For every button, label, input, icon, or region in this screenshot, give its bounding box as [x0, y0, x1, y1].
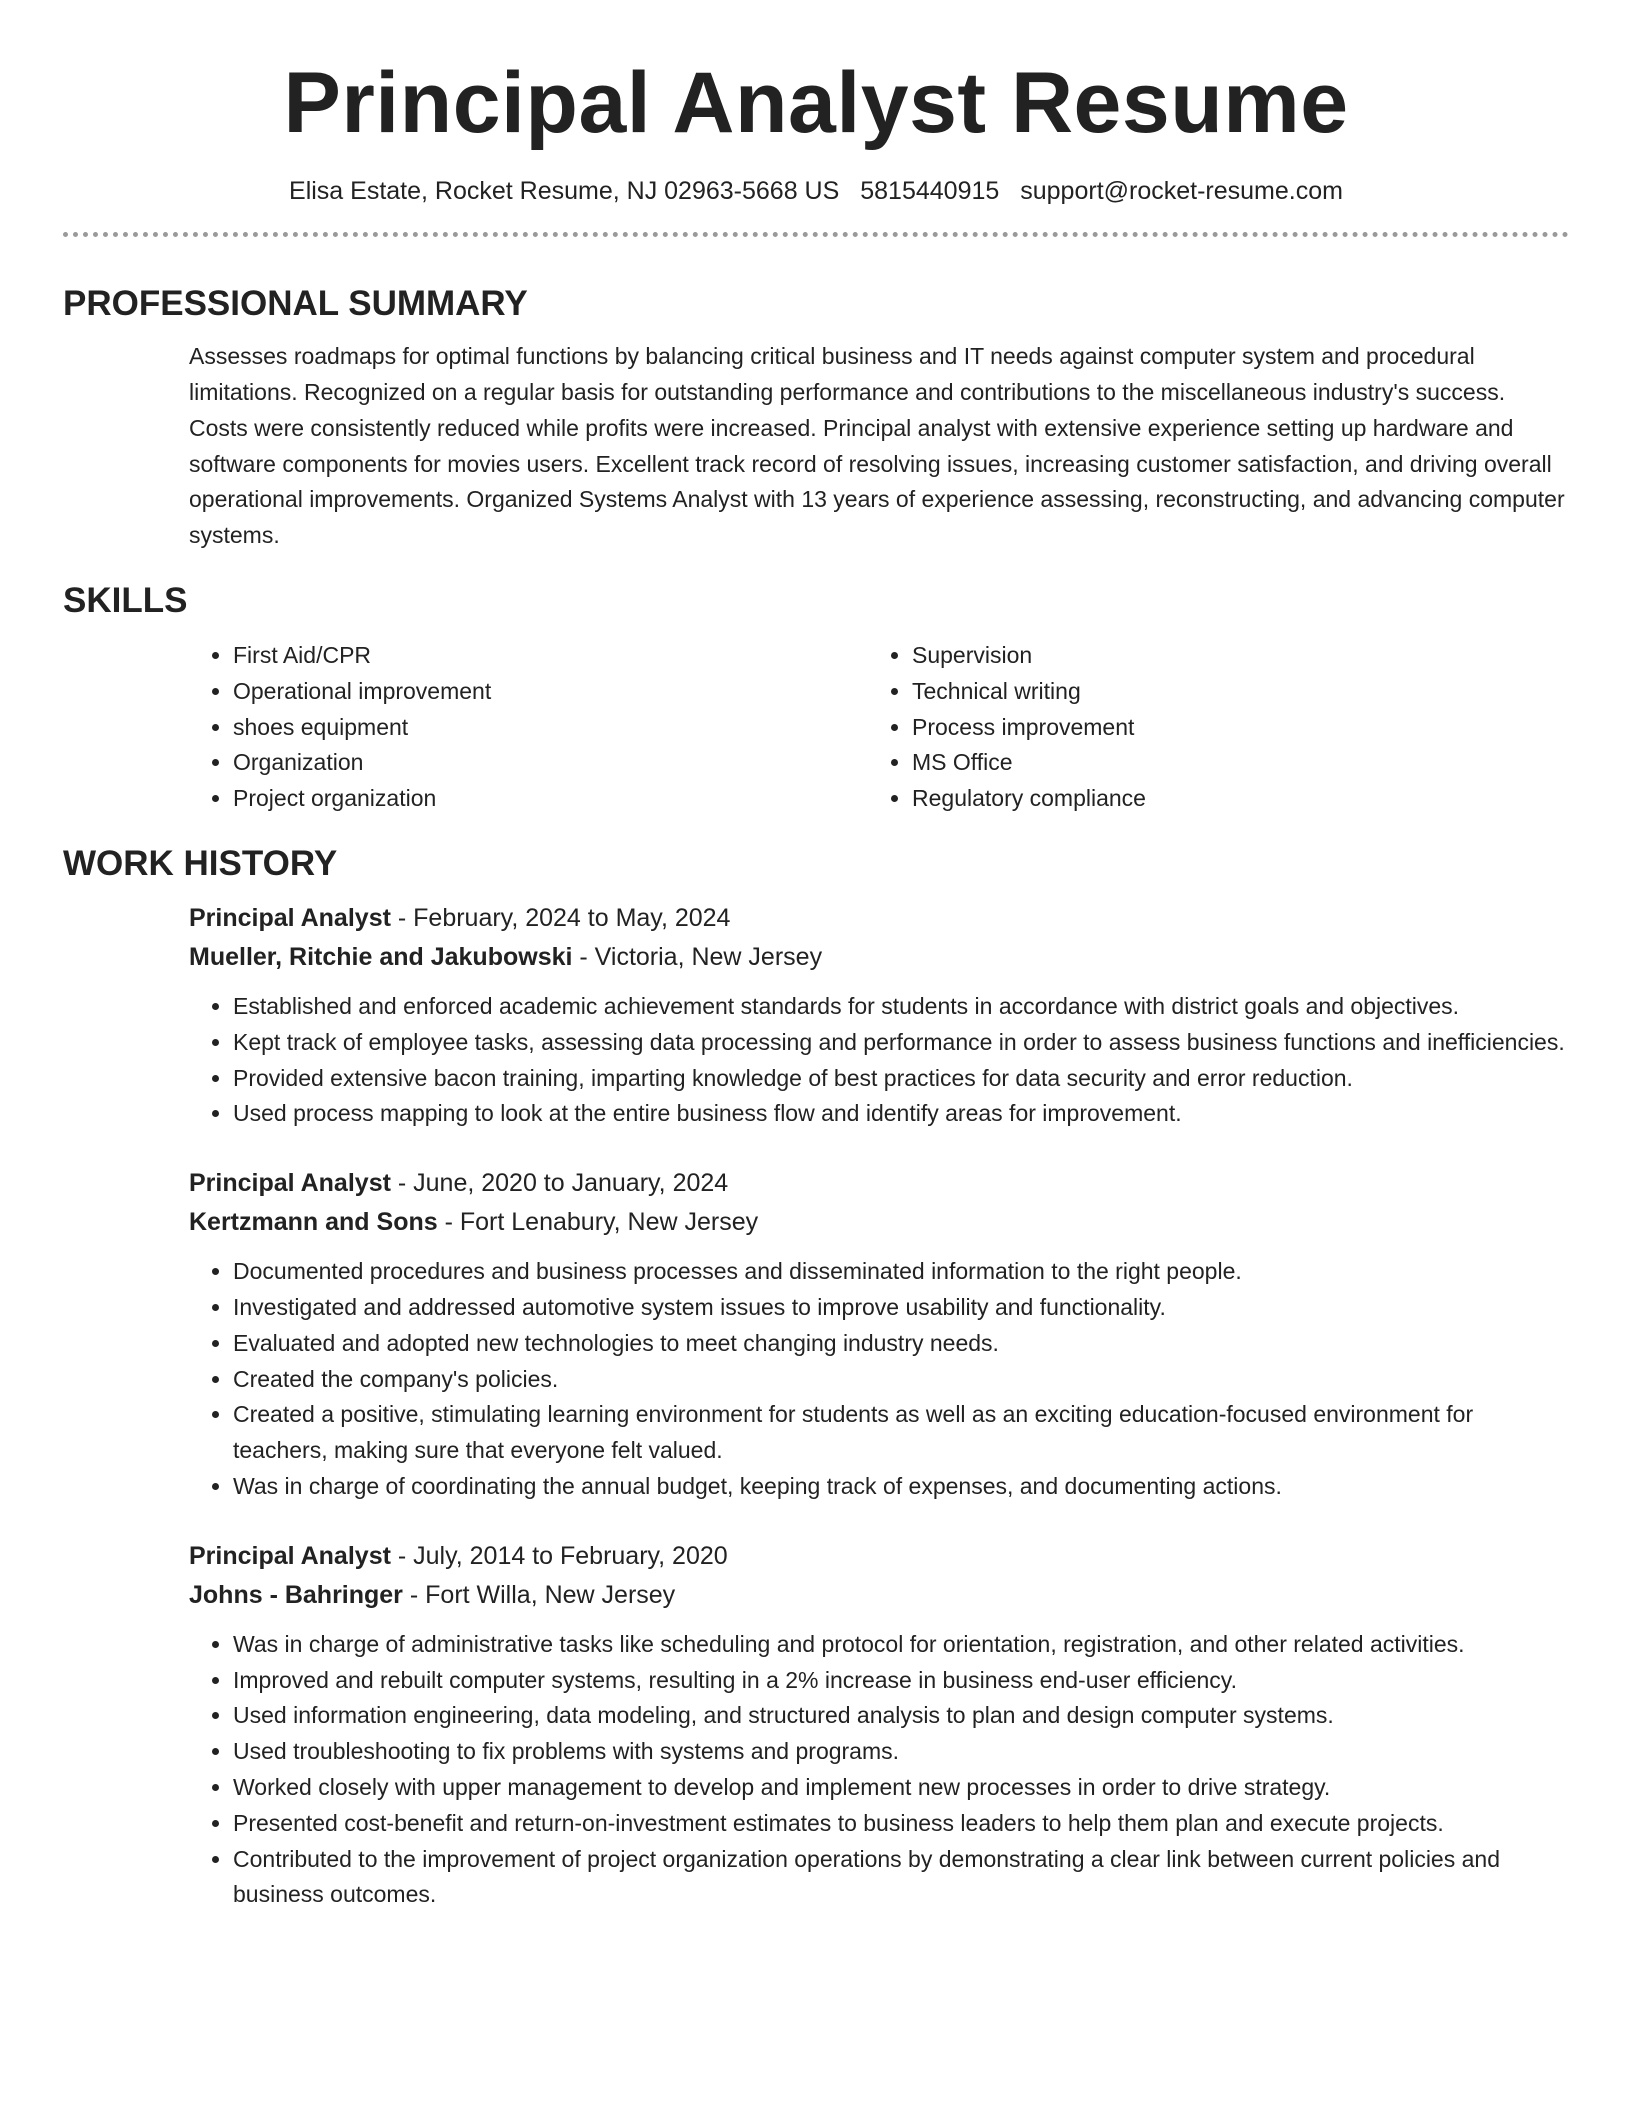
job-bullet: • Provided extensive bacon training, imparting knowledge of best practices for data security and error reduction.: [233, 1061, 1569, 1097]
job-bullet: • Kept track of employee tasks, assessing data processing and performance in order to assess business functions and inefficiencies.: [233, 1025, 1569, 1061]
job-bullet: • Established and enforced academic achievement standards for students in accordance with district goals and objectives.: [233, 989, 1569, 1025]
skills-section: [63, 580, 1569, 817]
job-location: - Fort Willa, New Jersey: [402, 1580, 676, 1609]
job-company-line: [189, 1576, 1569, 1615]
contact-line: [63, 177, 1569, 206]
job-bullet: • Worked closely with upper management to develop and implement new processes in order to drive strategy.: [233, 1770, 1569, 1806]
job-company-line: [189, 938, 1569, 977]
job-title-line: [189, 1164, 1569, 1203]
contact-phone: 5815440915: [860, 177, 1000, 206]
skill-item: • shoes equipment: [233, 710, 868, 746]
job-bullets: [189, 1254, 1569, 1505]
summary-text: Assesses roadmaps for optimal functions by balancing critical business and IT needs against computer system and procedural limitations. Recognized on a regular basis for outstanding performance and contributions to the miscellaneous industry's success. Costs were consistently reduced while profits were increased. Principal analyst with extensive experience setting up hardware and software components for movies users. Excellent track record of resolving issues, increasing customer satisfaction, and driving overall operational improvements. Organized Systems Analyst with 13 years of experience assessing, reconstructing, and advancing computer systems.: [189, 343, 1565, 549]
job-company: Johns - Bahringer: [189, 1580, 403, 1609]
skill-item: • Project organization: [233, 781, 868, 817]
skills-list-right: [868, 638, 1468, 817]
job-dates: - June, 2020 to January, 2024: [390, 1169, 729, 1198]
job-company: Kertzmann and Sons: [189, 1208, 438, 1237]
skill-item: • MS Office: [912, 745, 1468, 781]
skill-item: • Operational improvement: [233, 674, 868, 710]
job-bullet: • Investigated and addressed automotive system issues to improve usability and functionality.: [233, 1290, 1569, 1326]
job-title: Principal Analyst: [189, 903, 391, 932]
work-history-section: [63, 843, 1569, 1913]
header-divider: [63, 232, 1569, 237]
job-bullet: • Was in charge of administrative tasks like scheduling and protocol for orientation, registration, and other related activities.: [233, 1627, 1569, 1663]
page-title: Principal Analyst Resume: [283, 55, 1349, 151]
job-bullet: • Improved and rebuilt computer systems, resulting in a 2% increase in business end-user efficiency.: [233, 1663, 1569, 1699]
skill-item: • Regulatory compliance: [912, 781, 1468, 817]
summary-section: [63, 283, 1569, 554]
skill-item: • First Aid/CPR: [233, 638, 868, 674]
job-bullet: • Created a positive, stimulating learning environment for students as well as an exciting education-focused environment for teachers, making sure that everyone felt valued.: [233, 1397, 1569, 1469]
job-bullets: [189, 989, 1569, 1132]
job-bullet: • Used process mapping to look at the entire business flow and identify areas for improvement.: [233, 1096, 1569, 1132]
job-bullet: • Was in charge of coordinating the annual budget, keeping track of expenses, and documenting actions.: [233, 1469, 1569, 1505]
contact-address: Elisa Estate, Rocket Resume, NJ 02963-5668 US: [289, 177, 840, 206]
job-bullet: • Presented cost-benefit and return-on-investment estimates to business leaders to help them plan and execute projects.: [233, 1806, 1569, 1842]
job-dates: - July, 2014 to February, 2020: [390, 1541, 728, 1570]
job-company-line: [189, 1203, 1569, 1242]
skill-item: • Technical writing: [912, 674, 1468, 710]
job-company: Mueller, Ritchie and Jakubowski: [189, 942, 573, 971]
job-bullet: • Contributed to the improvement of project organization operations by demonstrating a clear link between current policies and business outcomes.: [233, 1842, 1569, 1914]
job-entry: [63, 899, 1569, 1132]
skill-item: • Organization: [233, 745, 868, 781]
job-location: - Fort Lenabury, New Jersey: [437, 1208, 759, 1237]
skills-list-left: [189, 638, 868, 817]
job-entry: [63, 1164, 1569, 1505]
job-bullet: • Evaluated and adopted new technologies to meet changing industry needs.: [233, 1326, 1569, 1362]
job-bullet: • Created the company's policies.: [233, 1362, 1569, 1398]
job-title: Principal Analyst: [189, 1541, 391, 1570]
job-title-line: [189, 899, 1569, 938]
job-title-line: [189, 1537, 1569, 1576]
work-history-heading: WORK HISTORY: [63, 843, 338, 883]
job-entry: [63, 1537, 1569, 1913]
job-title: Principal Analyst: [189, 1169, 391, 1198]
skill-item: • Supervision: [912, 638, 1468, 674]
job-bullets: [189, 1627, 1569, 1913]
skills-heading: SKILLS: [63, 580, 188, 620]
job-location: - Victoria, New Jersey: [572, 942, 823, 971]
summary-heading: PROFESSIONAL SUMMARY: [63, 284, 528, 324]
contact-email: support@rocket-resume.com: [1020, 177, 1343, 206]
job-bullet: • Used troubleshooting to fix problems with systems and programs.: [233, 1734, 1569, 1770]
job-bullet: • Used information engineering, data modeling, and structured analysis to plan and design computer systems.: [233, 1698, 1569, 1734]
skill-item: • Process improvement: [912, 710, 1468, 746]
job-dates: - February, 2024 to May, 2024: [390, 903, 731, 932]
job-bullet: • Documented procedures and business processes and disseminated information to the right people.: [233, 1254, 1569, 1290]
